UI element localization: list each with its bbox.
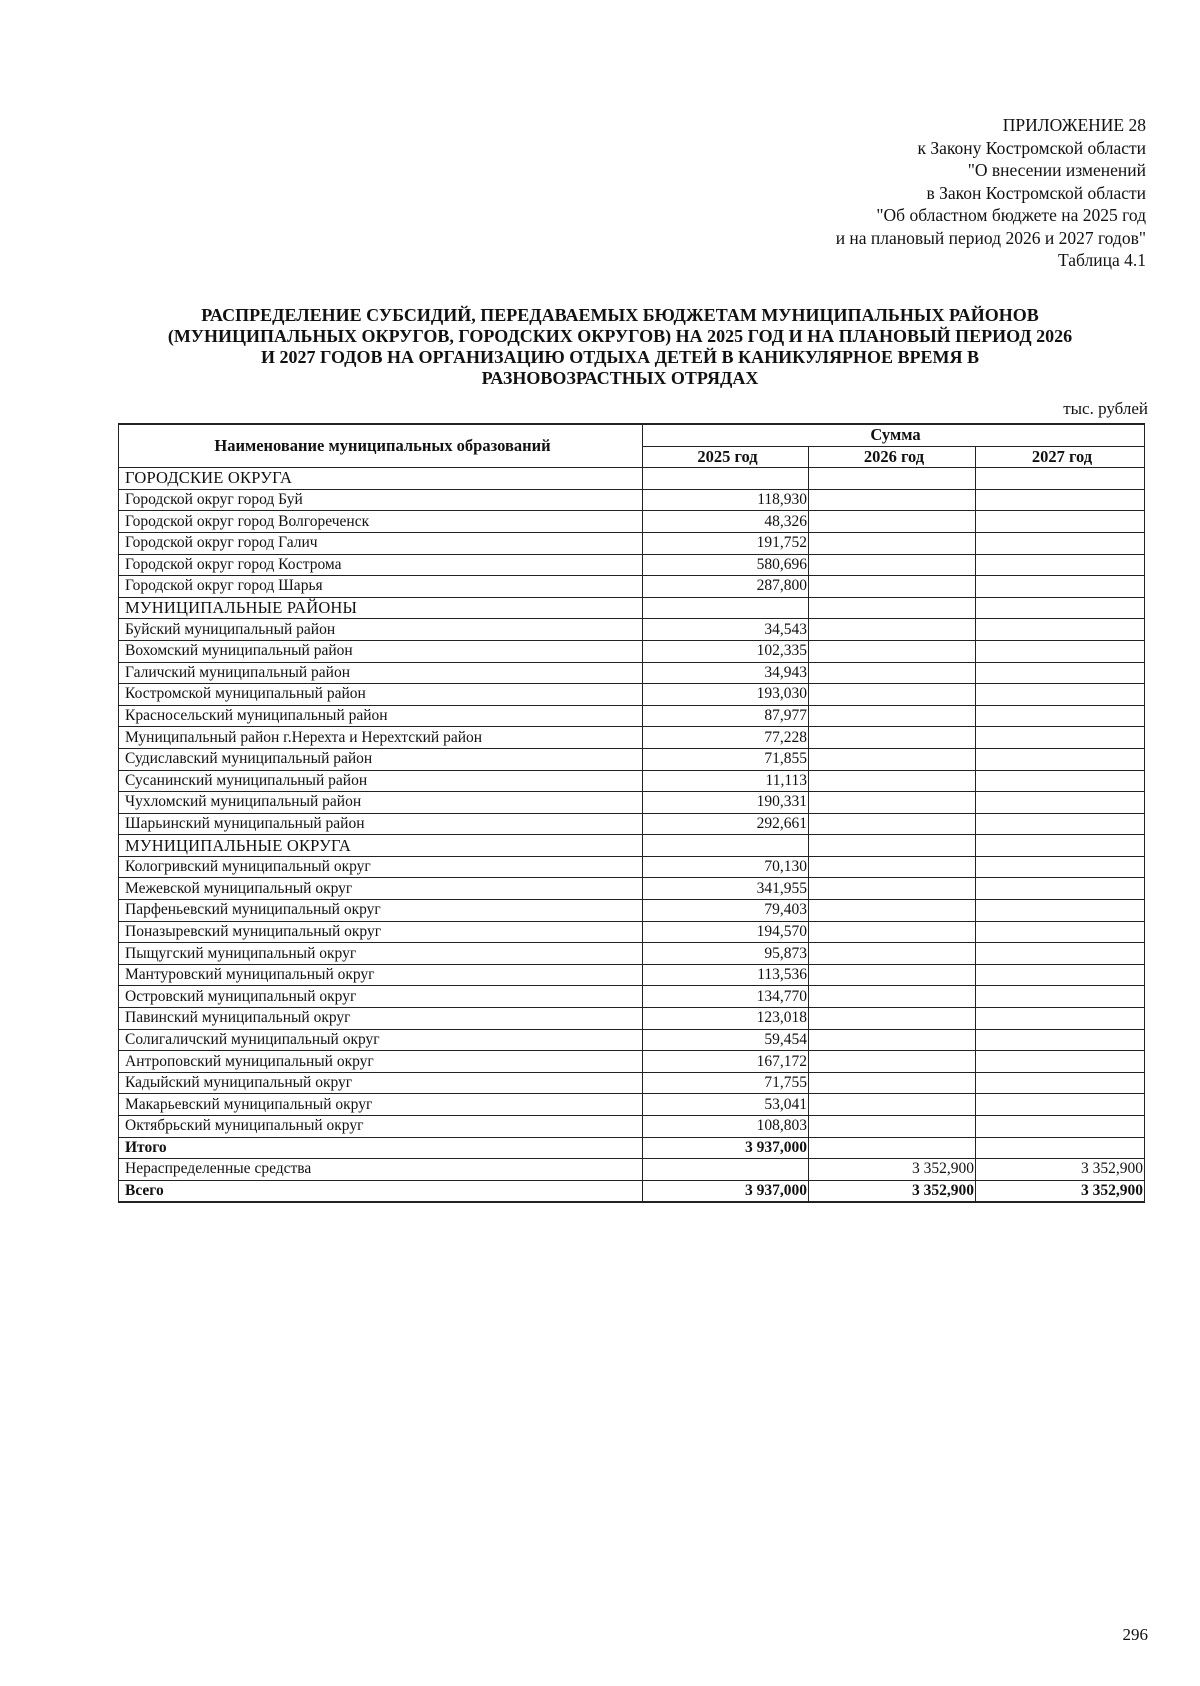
cell-2027 [976,640,1145,662]
cell-name: Итого [119,1137,643,1159]
column-header-2025: 2025 год [643,446,809,468]
cell-2025 [643,597,809,619]
table-row [119,1072,1145,1094]
table-row [119,856,1145,878]
table-row [119,684,1145,706]
cell-2025: 123,018 [643,1008,809,1030]
cell-2025: 102,335 [643,640,809,662]
cell-name: Судиславский муниципальный район [119,748,643,770]
cell-2026 [809,986,976,1008]
annex-line: к Закону Костромской области [917,137,1146,158]
title-line: (МУНИЦИПАЛЬНЫХ ОКРУГОВ, ГОРОДСКИХ ОКРУГОВ) НА 2025 ГОД И НА ПЛАНОВЫЙ ПЕРИОД 2026 [167,326,1073,346]
cell-name: Городской округ город Шарья [119,576,643,598]
cell-2026 [809,748,976,770]
cell-name: Сусанинский муниципальный район [119,770,643,792]
cell-2027 [976,986,1145,1008]
cell-name: Островский муниципальный округ [119,986,643,1008]
cell-2025: 341,955 [643,878,809,900]
cell-2025: 134,770 [643,986,809,1008]
cell-2027 [976,705,1145,727]
cell-2026 [809,489,976,511]
cell-2025: 77,228 [643,727,809,749]
cell-2026 [809,1116,976,1138]
table-row [119,1008,1145,1030]
cell-2025: 34,943 [643,662,809,684]
cell-name: Вохомский муниципальный район [119,640,643,662]
annex-line: и на плановый период 2026 и 2027 годов" [835,227,1146,248]
cell-2025: 113,536 [643,964,809,986]
section-row [119,597,1145,619]
table-row [119,770,1145,792]
cell-2027 [976,964,1145,986]
cell-2027 [976,856,1145,878]
cell-name: Городской округ город Кострома [119,554,643,576]
section-row [119,835,1145,857]
table-row [119,1094,1145,1116]
table-number: Таблица 4.1 [1058,250,1146,270]
cell-2025: 191,752 [643,532,809,554]
cell-2026 [809,813,976,835]
cell-2027 [976,792,1145,814]
cell-2025: 95,873 [643,943,809,965]
cell-2025: 79,403 [643,900,809,922]
cell-2027 [976,943,1145,965]
cell-2027 [976,576,1145,598]
title-line: РАЗНОВОЗРАСТНЫХ ОТРЯДАХ [481,368,759,388]
cell-2026: 3 352,900 [809,1180,976,1202]
units-label: тыс. рублей [1063,399,1148,418]
table-row [119,813,1145,835]
cell-2027 [976,878,1145,900]
cell-2026 [809,1137,976,1159]
cell-2026 [809,705,976,727]
section-row [119,468,1145,490]
cell-2027: 3 352,900 [976,1180,1145,1202]
cell-2025: 53,041 [643,1094,809,1116]
cell-2027 [976,748,1145,770]
cell-name: Кадыйский муниципальный округ [119,1072,643,1094]
cell-name: Павинский муниципальный округ [119,1008,643,1030]
cell-2026 [809,1072,976,1094]
cell-2027 [976,532,1145,554]
subsidy-table [118,423,1145,1203]
cell-2026 [809,770,976,792]
cell-2026 [809,900,976,922]
cell-name: Поназыревский муниципальный округ [119,921,643,943]
cell-name: Парфеньевский муниципальный округ [119,900,643,922]
cell-2026 [809,727,976,749]
cell-2027 [976,554,1145,576]
title-line: И 2027 ГОДОВ НА ОРГАНИЗАЦИЮ ОТДЫХА ДЕТЕЙ В КАНИКУЛЯРНОЕ ВРЕМЯ В [260,347,980,367]
cell-name: Городской округ город Галич [119,532,643,554]
cell-2026 [809,921,976,943]
cell-2026 [809,964,976,986]
cell-2025: 292,661 [643,813,809,835]
cell-2025: 71,855 [643,748,809,770]
cell-2026 [809,856,976,878]
cell-2025: 48,326 [643,511,809,533]
cell-2025: 59,454 [643,1029,809,1051]
total-row [119,1137,1145,1159]
cell-2025: 580,696 [643,554,809,576]
table-row [119,878,1145,900]
cell-2026 [809,597,976,619]
cell-2026 [809,1094,976,1116]
cell-2027 [976,489,1145,511]
cell-2027 [976,813,1145,835]
table-row [119,662,1145,684]
cell-2026 [809,1051,976,1073]
cell-name: Галичский муниципальный район [119,662,643,684]
annex-line: "О внесении изменений [967,160,1146,180]
cell-2026 [809,835,976,857]
cell-2025: 287,800 [643,576,809,598]
cell-name: Всего [119,1180,643,1202]
cell-2027 [976,597,1145,619]
cell-2027 [976,1051,1145,1073]
table-row [119,1116,1145,1138]
table-row [119,511,1145,533]
cell-name: Кологривский муниципальный округ [119,856,643,878]
cell-2025: 87,977 [643,705,809,727]
table-row [119,943,1145,965]
table-row [119,1051,1145,1073]
table-row [119,554,1145,576]
cell-2025: 118,930 [643,489,809,511]
cell-name: Костромской муниципальный район [119,684,643,706]
cell-2027 [976,770,1145,792]
annex-line: в Закон Костромской области [926,182,1146,203]
cell-2025: 108,803 [643,1116,809,1138]
cell-2025: 167,172 [643,1051,809,1073]
cell-name: МУНИЦИПАЛЬНЫЕ ОКРУГА [119,835,643,857]
cell-2026 [809,576,976,598]
cell-2026 [809,792,976,814]
cell-2025: 11,113 [643,770,809,792]
table-row [119,921,1145,943]
cell-2026 [809,468,976,490]
cell-2026 [809,1029,976,1051]
cell-name: Муниципальный район г.Нерехта и Нерехтский район [119,727,643,749]
cell-name: Городской округ город Волгореченск [119,511,643,533]
column-header-2027: 2027 год [976,446,1145,468]
cell-2025: 71,755 [643,1072,809,1094]
table-row [119,640,1145,662]
cell-name: Шарьинский муниципальный район [119,813,643,835]
cell-name: Октябрьский муниципальный округ [119,1116,643,1138]
table-row [119,705,1145,727]
table-row [119,619,1145,641]
cell-2025 [643,1159,809,1181]
cell-2026 [809,640,976,662]
document-title [100,305,1140,389]
table-row [119,1159,1145,1181]
annex-header [626,114,1146,272]
cell-2027 [976,900,1145,922]
cell-name: Пыщугский муниципальный округ [119,943,643,965]
cell-2027 [976,1072,1145,1094]
table-row [119,986,1145,1008]
cell-name: Макарьевский муниципальный округ [119,1094,643,1116]
cell-2026 [809,684,976,706]
cell-2026 [809,662,976,684]
cell-name: Городской округ город Буй [119,489,643,511]
cell-2026 [809,532,976,554]
cell-2027 [976,619,1145,641]
cell-2026 [809,943,976,965]
cell-2027 [976,1029,1145,1051]
table-row [119,1029,1145,1051]
cell-2027 [976,1094,1145,1116]
cell-name: Красносельский муниципальный район [119,705,643,727]
column-header-name: Наименование муниципальных образований [119,424,643,468]
cell-2027 [976,468,1145,490]
cell-2027 [976,727,1145,749]
column-header-sum: Сумма [643,424,1145,446]
table-row [119,900,1145,922]
cell-2027 [976,1137,1145,1159]
cell-2027 [976,1008,1145,1030]
cell-2025: 190,331 [643,792,809,814]
page-number: 296 [1122,1625,1148,1644]
cell-2025: 193,030 [643,684,809,706]
table-row [119,489,1145,511]
cell-2027 [976,835,1145,857]
cell-2026 [809,1008,976,1030]
cell-2027 [976,684,1145,706]
cell-2026 [809,511,976,533]
cell-name: Межевской муниципальный округ [119,878,643,900]
cell-2026: 3 352,900 [809,1159,976,1181]
cell-2026 [809,619,976,641]
table-row [119,727,1145,749]
cell-name: Нераспределенные средства [119,1159,643,1181]
cell-2025: 34,543 [643,619,809,641]
table-row [119,792,1145,814]
annex-line: ПРИЛОЖЕНИЕ 28 [1002,115,1146,135]
cell-name: Мантуровский муниципальный округ [119,964,643,986]
cell-name: ГОРОДСКИЕ ОКРУГА [119,468,643,490]
table-row [119,576,1145,598]
cell-2025: 194,570 [643,921,809,943]
cell-2026 [809,554,976,576]
cell-name: Антроповский муниципальный округ [119,1051,643,1073]
cell-2027 [976,921,1145,943]
cell-2025: 70,130 [643,856,809,878]
cell-2025: 3 937,000 [643,1137,809,1159]
total-row [119,1180,1145,1202]
cell-2025: 3 937,000 [643,1180,809,1202]
table-row [119,964,1145,986]
table-body [119,468,1145,1203]
title-line: РАСПРЕДЕЛЕНИЕ СУБСИДИЙ, ПЕРЕДАВАЕМЫХ БЮДЖЕТАМ МУНИЦИПАЛЬНЫХ РАЙОНОВ [201,305,1039,325]
table-row [119,532,1145,554]
cell-2027 [976,511,1145,533]
cell-name: Солигаличский муниципальный округ [119,1029,643,1051]
table-row [119,748,1145,770]
cell-2027: 3 352,900 [976,1159,1145,1181]
cell-name: Чухломский муниципальный район [119,792,643,814]
cell-name: Буйский муниципальный район [119,619,643,641]
cell-2025 [643,468,809,490]
cell-2027 [976,662,1145,684]
cell-2025 [643,835,809,857]
cell-2027 [976,1116,1145,1138]
cell-name: МУНИЦИПАЛЬНЫЕ РАЙОНЫ [119,597,643,619]
annex-line: "Об областном бюджете на 2025 год [876,205,1146,225]
column-header-2026: 2026 год [809,446,976,468]
cell-2026 [809,878,976,900]
